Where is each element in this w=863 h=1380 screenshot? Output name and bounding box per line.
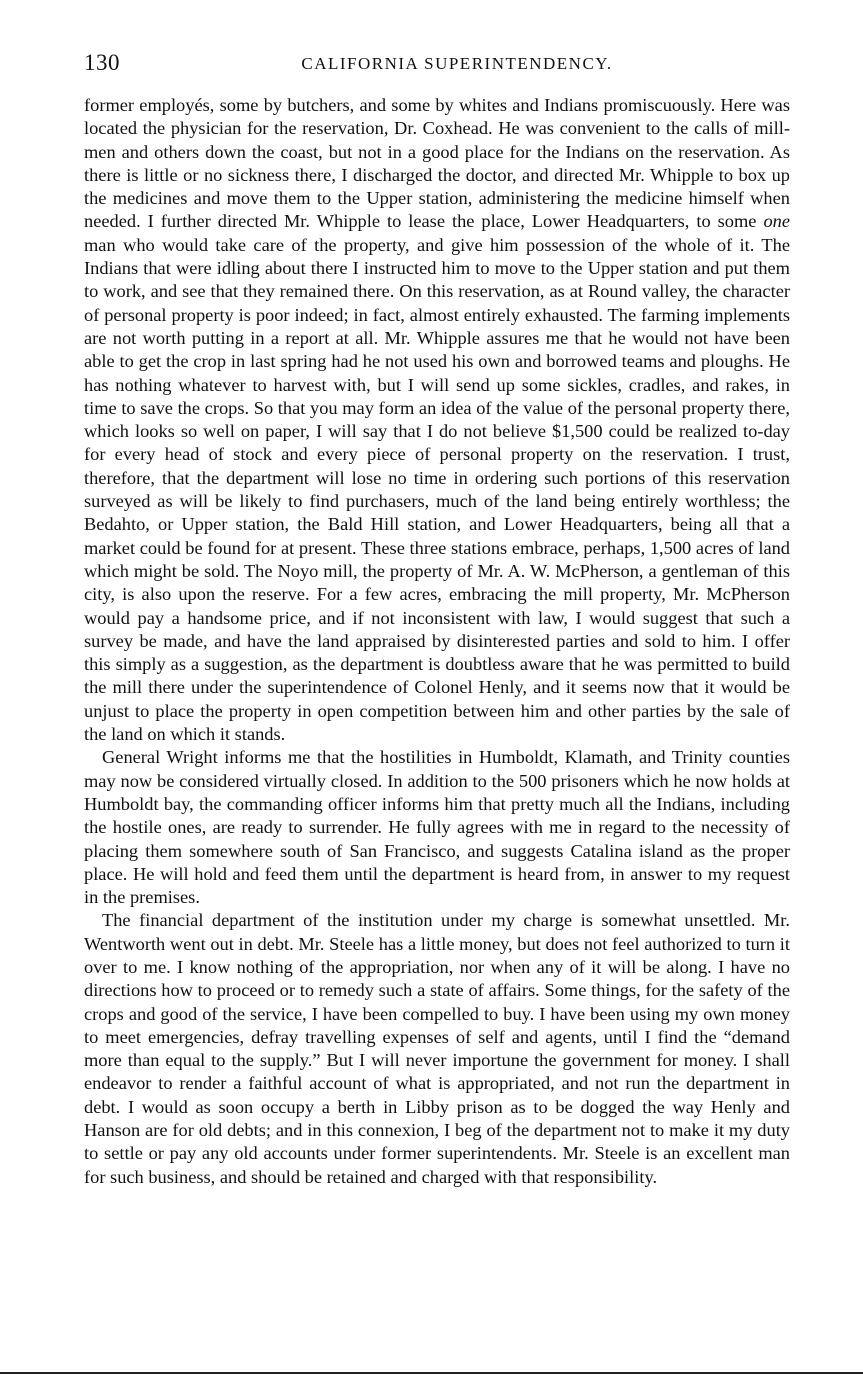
paragraph-3-text: The financial department of the institution under my charge is somewhat unsettled. Mr. Wentworth went out in debt. Mr. Steele has a little money, but does not feel authorized to turn it over to me. I know nothing of the appropriation, nor when any of it will be along. I have no directions how to proceed or to remedy such a state of affairs. Some things, for the safety of the crops and good of the service, I have been compelled to buy. I have been using my own money to meet emergencies, defray travelling expenses of self and agents, until I find the “demand more than equal to the supply.” But I will never importune the government for money. I shall endeavor to render a faithful account of what is appropriated, and not run the department in debt. I would as soon occupy a berth in Libby prison as to be dogged the way Henly and Hanson are for old debts; and in this connexion, I beg of the department not to make it my duty to settle or pay any old accounts under former superintendents. Mr. Steele is an excellent man for such business, and should be retained and charged with that responsibility. [84, 910, 790, 1187]
paragraph-2-text: General Wright informs me that the hostilities in Humboldt, Klamath, and Trinity counties may now be considered virtually closed. In addition to the 500 prisoners which he now holds at Humboldt bay, the commanding officer informs him that pretty much all the Indians, including the hostile ones, are ready to surrender. He fully agrees with me in regard to the necessity of placing them somewhere south of San Francisco, and suggests Catalina island as the proper place. He will hold and feed them until the department is heard from, in answer to my request in the premises. [84, 747, 790, 908]
running-title: CALIFORNIA SUPERINTENDENCY. [301, 54, 613, 73]
paragraph-1-text-b: man who would take care of the property, and give him possession of the whole of it. The Indians that were idling about there I instructed him to move to the Upper station and put them to work, and see that they remained there. On this reservation, as at Round valley, the character of personal property is poor indeed; in fact, almost entirely exhausted. The farming implements are not worth putting in a report at all. Mr. Whipple assures me that he would not have been able to get the crop in last spring had he not used his own and borrowed teams and ploughs. He has nothing whatever to harvest with, but I will send up some sickles, cradles, and rakes, in time to save the crops. So that you may form an idea of the value of the personal property there, which looks so well on paper, I will say that I do not believe $1,500 could be realized to-day for every head of stock and every piece of personal property on the reservation. I trust, therefore, that the department will lose no time in ordering such portions of this reservation surveyed as will be likely to find purchasers, much of the land being entirely worthless; the Bedahto, or Upper station, the Bald Hill station, and Lower Headquarters, being all that a market could be found for at present. These three stations embrace, perhaps, 1,500 acres of land which might be sold. The Noyo mill, the property of Mr. A. W. McPherson, a gentleman of this city, is also upon the reserve. For a few acres, embracing the mill property, Mr. McPherson would pay a handsome price, and if not inconsistent with law, I would suggest that such a survey be made, and have the land appraised by disinterested parties and sold to him. I offer this simply as a suggestion, as the department is doubtless aware that he was permitted to build the mill there under the superintendence of Colonel Henly, and it seems now that it would be unjust to place the property in open competition between him and other parties by the sale of the land on which it stands. [84, 234, 790, 745]
page-bottom-rule [0, 1372, 863, 1374]
paragraph-1-text-a: former employés, some by butchers, and some by whites and Indians promiscuously. Here was located the physician for the reservation, Dr. Coxhead. He was convenient to the calls of mill-men and others down the coast, but not in a good place for the Indians on the reservation. As there is little or no sickness there, I discharged the doctor, and directed Mr. Whipple to box up the medicines and move them to the Upper station, administering the medicine himself when needed. I further directed Mr. Whipple to lease the place, Lower Headquarters, to some [84, 95, 790, 232]
document-page [84, 50, 790, 1189]
page-number: 130 [84, 50, 120, 75]
running-head [84, 50, 790, 84]
paragraph-3 [84, 909, 790, 1189]
paragraph-2 [84, 746, 790, 909]
body-text [84, 94, 790, 1189]
paragraph-1-emphasis: one [763, 211, 790, 232]
paragraph-1 [84, 94, 790, 746]
